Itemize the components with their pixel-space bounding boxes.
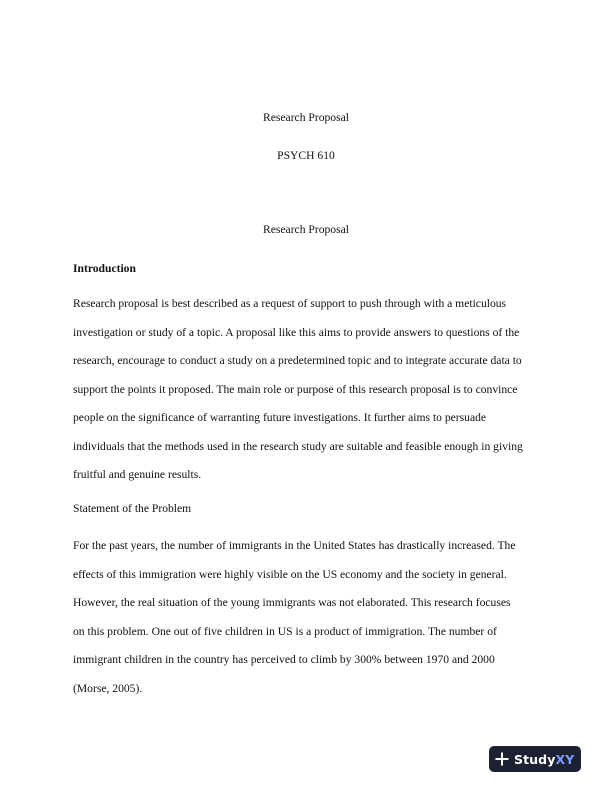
logo-text-part2: XY: [555, 751, 575, 767]
paragraph-line: support the points it proposed. The main role or purpose of this research proposal is to convince: [73, 382, 518, 396]
statement-paragraph: [73, 539, 543, 710]
paragraph-line: (Morse, 2005).: [73, 681, 143, 695]
studyxy-watermark-badge[interactable]: [489, 746, 581, 772]
studyxy-logo-text: [514, 752, 574, 767]
paragraph-line: research, encourage to conduct a study on a predetermined topic and to integrate accurate data to: [73, 354, 522, 367]
paragraph-line: However, the real situation of the young immigrants was not elaborated. This research focuses: [73, 596, 511, 609]
paragraph-line: investigation or study of a topic. A proposal like this aims to provide answers to questions of the: [73, 325, 520, 339]
introduction-paragraph: [73, 297, 543, 497]
paragraph-line: immigrant children in the country has perceived to climb by 300% between 1970 and 2000: [73, 653, 495, 666]
introduction-heading: Introduction: [73, 262, 136, 275]
logo-text-part1: Study: [514, 751, 556, 767]
paragraph-line: fruitful and genuine results.: [73, 468, 202, 481]
paragraph-line: Research proposal is best described as a request of support to push through with a meticulous: [73, 297, 507, 310]
paragraph-line: effects of this immigration were highly visible on the US economy and the society in general.: [73, 567, 507, 581]
statement-heading: Statement of the Problem: [73, 502, 192, 515]
paragraph-line: For the past years, the number of immigrants in the United States has drastically increased. The: [73, 539, 516, 552]
body-title: Research Proposal: [263, 223, 349, 236]
paragraph-line: on this problem. One out of five children in US is a product of immigration. The number of: [73, 624, 497, 638]
paragraph-line: people on the significance of warranting future investigations. It further aims to persuade: [73, 411, 487, 424]
plus-icon: [495, 752, 509, 766]
paragraph-line: individuals that the methods used in the research study are suitable and feasible enough in giving: [73, 439, 523, 453]
title-page-title: Research Proposal: [263, 111, 349, 124]
title-page-course: PSYCH 610: [277, 149, 335, 162]
